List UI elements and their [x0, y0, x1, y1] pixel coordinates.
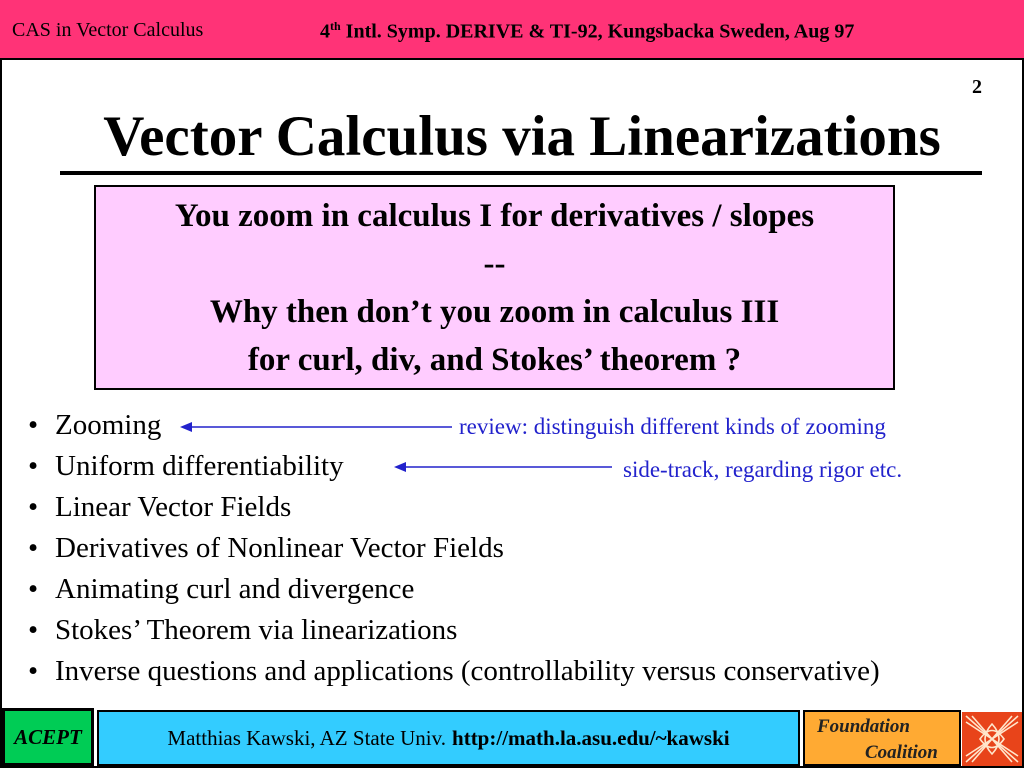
bullet-icon: • [28, 614, 39, 646]
list-item-text: Inverse questions and applications (controllability versus conservative) [55, 655, 880, 687]
acept-label: ACEPT [2, 708, 94, 766]
differentiability-note: side-track, regarding rigor etc. [623, 457, 903, 482]
bullet-icon: • [28, 450, 39, 482]
bullet-icon: • [28, 491, 39, 523]
arrow-left-icon [180, 422, 452, 432]
foundation-coalition-logo-icon [962, 712, 1022, 766]
list-item-text: Animating curl and divergence [55, 573, 415, 605]
callout-line-1: You zoom in calculus I for derivatives / slopes [174, 198, 815, 234]
callout-line-2: -- [483, 246, 506, 282]
header-symposium-ordinal: th [330, 19, 341, 33]
list-item-text: Uniform differentiability [55, 450, 344, 482]
foundation-line-1: Foundation [817, 716, 910, 737]
slide-title: Vector Calculus via Linearizations [103, 105, 941, 168]
callout-line-3: Why then don’t you zoom in calculus III [209, 294, 780, 330]
bullet-icon: • [28, 573, 39, 605]
callout-line-4: for curl, div, and Stokes’ theorem ? [247, 342, 742, 378]
bullet-icon: • [28, 532, 39, 564]
list-item-text: Derivatives of Nonlinear Vector Fields [55, 532, 504, 564]
bullet-icon: • [28, 409, 39, 441]
list-item-text: Linear Vector Fields [55, 491, 292, 523]
author-credit [97, 710, 800, 766]
author-url-link[interactable]: http://math.la.asu.edu/~kawski [452, 725, 730, 750]
zooming-note: review: distinguish different kinds of zooming [459, 414, 886, 439]
header-symposium-rest: Intl. Symp. DERIVE & TI-92, Kungsbacka Sweden, Aug 97 [340, 20, 855, 43]
foundation-line-2: Coalition [865, 742, 938, 763]
list-item-text: Zooming [55, 409, 162, 441]
bullet-icon: • [28, 655, 39, 687]
author-name: Matthias Kawski, AZ State Univ. [167, 725, 447, 750]
arrow-left-icon [394, 462, 612, 472]
list-item-text: Stokes’ Theorem via linearizations [55, 614, 458, 646]
page-number: 2 [972, 76, 982, 98]
foundation-coalition-label [803, 710, 961, 766]
header-course-title: CAS in Vector Calculus [12, 19, 204, 41]
header-symposium-number: 4 [320, 20, 330, 43]
